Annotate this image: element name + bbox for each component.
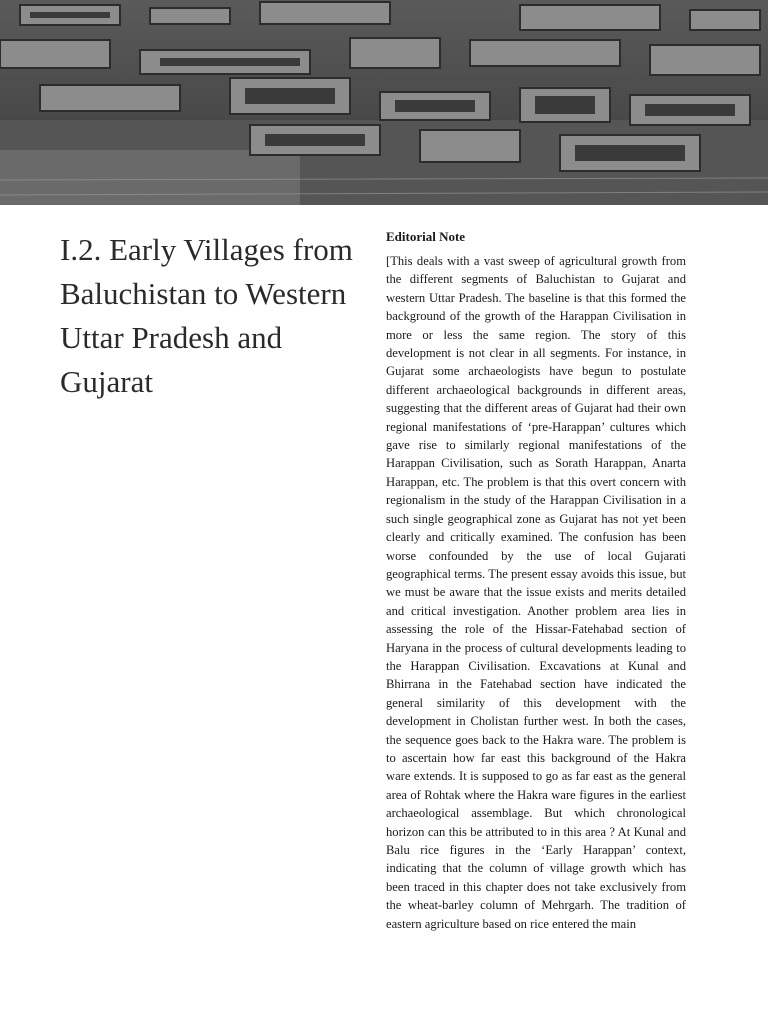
- editorial-note-body: [This deals with a vast sweep of agricultural growth from the different segments of Baluchistan to Gujarat and western Uttar Pradesh. The baseline is that this formed the background of the growth of the Harappan Civilisation in more or less the same region. The story of this development is not clear in all segments. For instance, in Gujarat some archaeologists have begun to postulate different archaeological backgrounds in different areas, suggesting that the different areas of Gujarat had their own regional manifestations of ‘pre-Harappan’ cultures which gave rise to similarly regional manifestations of the Harappan Civilisation, such as Sorath Harappan, Anarta Harappan, etc. The problem is that this overt concern with regionalism in the study of the Harappan Civilisation in a such single geographical zone as Gujarat has not yet been clearly and critically examined. The confusion has been worse confounded by the use of local Gujarati geographical terms. The present essay avoids this issue, but we must be aware that the issue exists and merits detailed and critical investigation. Another problem area lies in assessing the role of the Hissar-Fatehabad section of Haryana in the process of cultural developments leading to the Harappan Civilisation. Excavations at Kunal and Bhirrana in the Fatehabad section have indicated the general similarity of this development with the development in Cholistan further west. In both the cases, the sequence goes back to the Hakra ware. The problem is to ascertain how far east this background of the Hakra ware extends. It is supposed to go as far east as the general area of Rohtak where the Hakra ware figures in the earliest archaeological assemblage. But which chronological horizon can this be attributed to in this area ? At Kunal and Balu rice figures in the ‘Early Harappan’ context, indicating that the column of village growth which has been traced in this chapter does not take exclusively from the wheat-barley column of Mehrgarh. The tradition of eastern agriculture based on rice entered the main: [386, 254, 686, 931]
- editorial-note: [386, 228, 686, 933]
- editorial-note-heading: Editorial Note: [386, 229, 466, 244]
- excavation-site-photo: [0, 0, 768, 205]
- chapter-title: I.2. Early Villages from Baluchistan to Western Uttar Pradesh and Gujarat: [60, 232, 353, 399]
